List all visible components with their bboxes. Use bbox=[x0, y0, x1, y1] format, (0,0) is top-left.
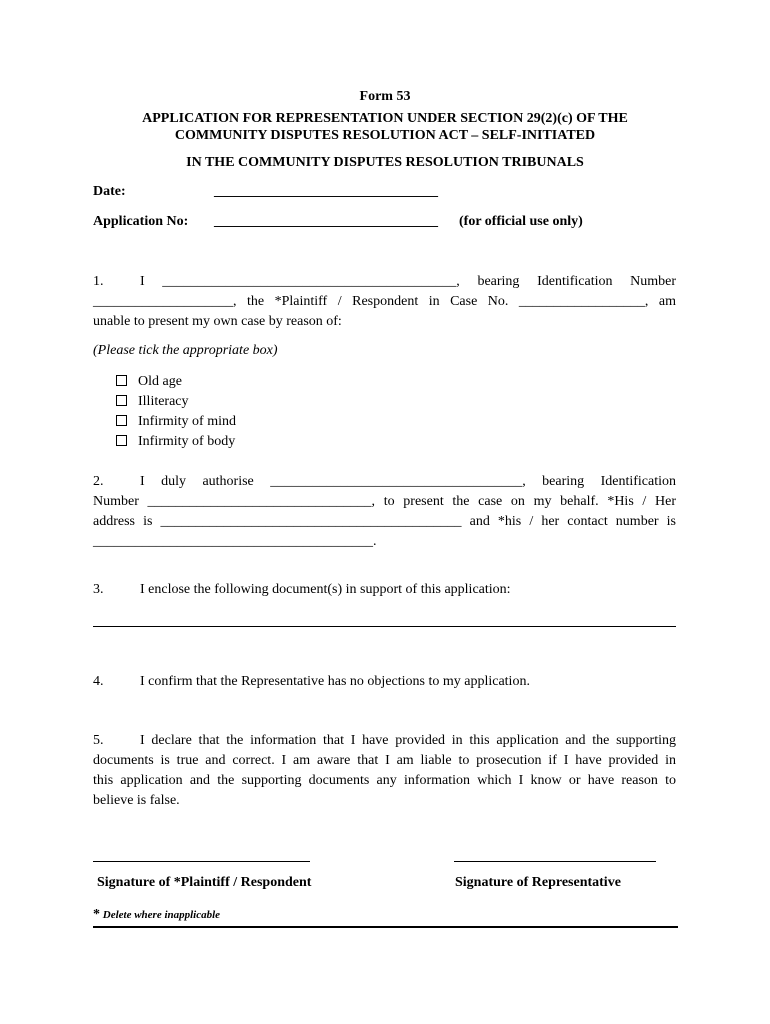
paragraph-4 bbox=[93, 672, 676, 692]
footnote-star: * bbox=[93, 907, 100, 922]
checkbox-icon[interactable] bbox=[116, 375, 127, 386]
representative-signature-label: Signature of Representative bbox=[455, 875, 621, 890]
tick-instruction: (Please tick the appropriate box) bbox=[93, 343, 278, 358]
checkbox-label: Old age bbox=[138, 374, 182, 389]
footnote bbox=[93, 907, 220, 923]
plaintiff-signature-label: Signature of *Plaintiff / Respondent bbox=[97, 875, 312, 890]
checkbox-label: Infirmity of body bbox=[138, 434, 236, 449]
paragraph-4-text: I confirm that the Representative has no objections to my application. bbox=[140, 674, 530, 689]
footnote-text: Delete where inapplicable bbox=[102, 909, 221, 921]
plaintiff-signature-line[interactable] bbox=[93, 861, 310, 862]
application-no-label: Application No: bbox=[93, 214, 189, 229]
paragraph-2-line1: I duly authorise ____________________________________, bearing Identification bbox=[140, 474, 676, 489]
paragraph-2-number: 2. bbox=[93, 474, 104, 489]
paragraph-1-number: 1. bbox=[93, 274, 104, 289]
paragraph-1-line1: I __________________________________________, bearing Identification Number bbox=[140, 274, 676, 289]
form-number: Form 53 bbox=[359, 89, 411, 104]
checkbox-label: Illiteracy bbox=[138, 394, 189, 409]
checkbox-infirmity-body[interactable] bbox=[116, 432, 235, 452]
documents-blank-line[interactable] bbox=[93, 626, 676, 627]
representative-signature-line[interactable] bbox=[454, 861, 656, 862]
official-use-note: (for official use only) bbox=[459, 214, 583, 229]
date-label: Date: bbox=[93, 184, 126, 199]
paragraph-5-line2: documents is true and correct. I am aware that I am liable to prosecution if I have provided in bbox=[93, 753, 676, 768]
paragraph-3-text: I enclose the following document(s) in support of this application: bbox=[140, 582, 511, 597]
form-title-line1: APPLICATION FOR REPRESENTATION UNDER SECTION 29(2)(c) OF THE bbox=[142, 111, 628, 126]
paragraph-1-line2: ____________________, the *Plaintiff / Respondent in Case No. __________________, am bbox=[93, 294, 676, 309]
checkbox-infirmity-mind[interactable] bbox=[116, 412, 236, 432]
paragraph-2-line3: address is ___________________________________________ and *his / her contact number is bbox=[93, 514, 676, 529]
form-title-line2: COMMUNITY DISPUTES RESOLUTION ACT – SELF-INITIATED bbox=[174, 128, 596, 143]
paragraph-2 bbox=[93, 472, 676, 552]
paragraph-5-line1: I declare that the information that I have provided in this application and the supporting bbox=[140, 733, 676, 748]
paragraph-5 bbox=[93, 731, 676, 811]
checkbox-icon[interactable] bbox=[116, 415, 127, 426]
paragraph-4-number: 4. bbox=[93, 674, 104, 689]
paragraph-5-number: 5. bbox=[93, 733, 104, 748]
checkbox-label: Infirmity of mind bbox=[138, 414, 236, 429]
checkbox-illiteracy[interactable] bbox=[116, 392, 189, 412]
tribunal-heading: IN THE COMMUNITY DISPUTES RESOLUTION TRIBUNALS bbox=[186, 155, 584, 170]
checkbox-icon[interactable] bbox=[116, 435, 127, 446]
footer-rule bbox=[93, 926, 678, 928]
paragraph-5-line4: believe is false. bbox=[93, 793, 180, 808]
paragraph-5-line3: this application and the supporting documents any information which I know or have reason to bbox=[93, 773, 676, 788]
paragraph-2-line4: ________________________________________. bbox=[93, 534, 377, 549]
paragraph-1 bbox=[93, 272, 676, 332]
paragraph-3 bbox=[93, 580, 676, 600]
paragraph-1-line3: unable to present my own case by reason of: bbox=[93, 314, 342, 329]
paragraph-3-number: 3. bbox=[93, 582, 104, 597]
application-no-field[interactable]: ________________________________ bbox=[214, 214, 438, 229]
paragraph-2-line2: Number ________________________________, to present the case on my behalf. *His / Her bbox=[93, 494, 676, 509]
checkbox-icon[interactable] bbox=[116, 395, 127, 406]
date-field[interactable]: ________________________________ bbox=[214, 184, 438, 199]
checkbox-old-age[interactable] bbox=[116, 372, 182, 392]
